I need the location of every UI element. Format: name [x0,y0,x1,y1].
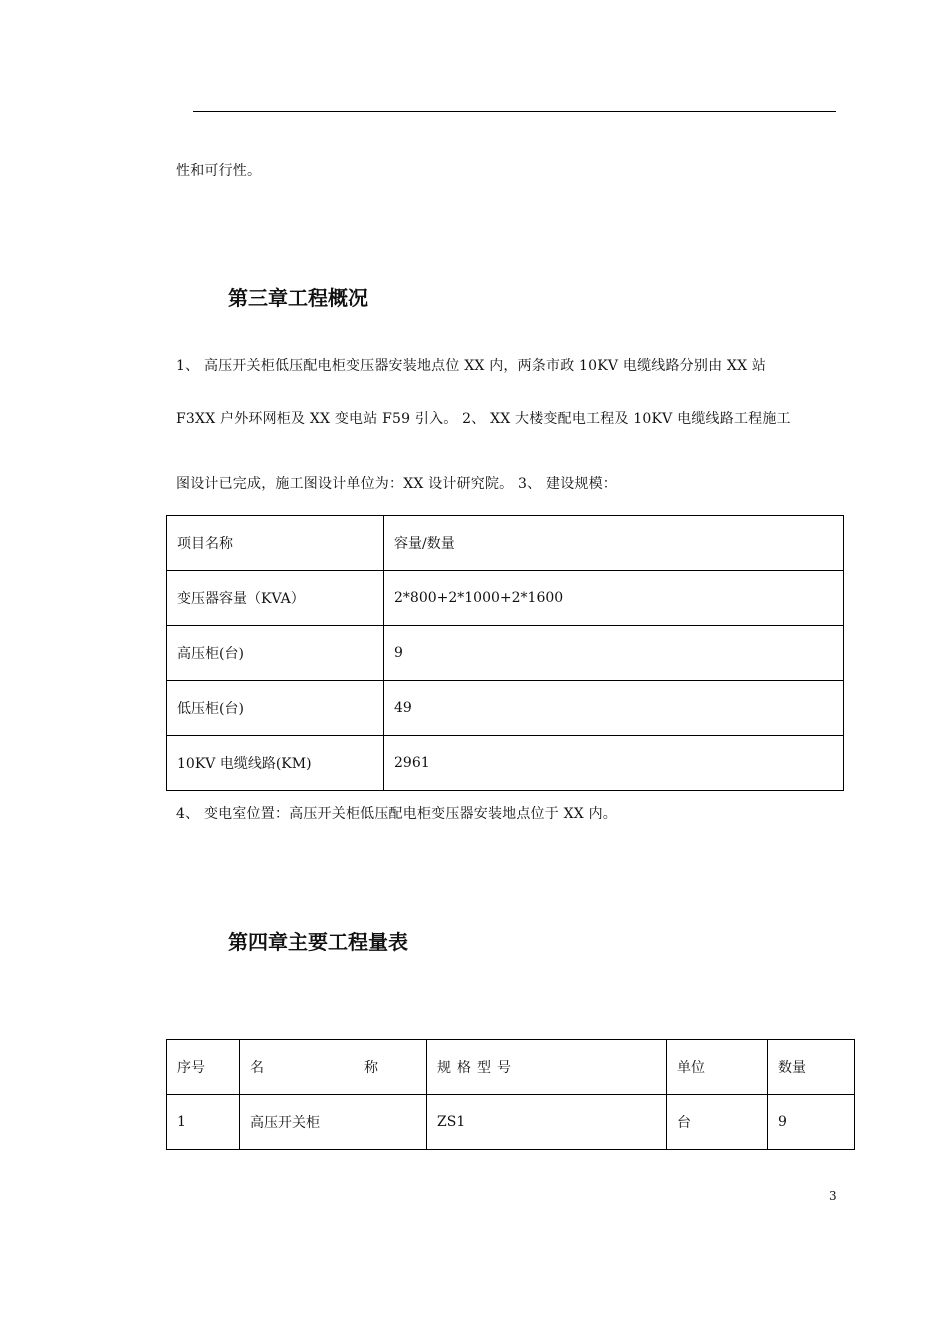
table-row [167,626,844,681]
header-cell-qty: 数量 [768,1040,855,1095]
page-number: 3 [829,1189,837,1203]
chapter-4-title: 第四章主要工程量表 [228,930,408,954]
table-header-row [167,1040,855,1095]
header-cell-capacity: 容量/数量 [384,516,844,571]
table-cell: 9 [384,626,844,681]
table-row [167,1095,855,1150]
table-cell: 台 [667,1095,768,1150]
table-cell: ZS1 [427,1095,667,1150]
continuation-text: 性和可行性。 [176,163,262,179]
table-cell: 变压器容量（KVA） [167,571,384,626]
table-cell: 高压柜(台) [167,626,384,681]
chapter-3-paragraph-line-3: 图设计已完成，施工图设计单位为：XX 设计研究院。 3、 建设规模： [176,476,617,492]
header-cell-name [240,1040,427,1095]
header-name-part-2: 称 [364,1060,378,1076]
table-cell: 高压开关柜 [240,1095,427,1150]
table-cell: 2*800+2*1000+2*1600 [384,571,844,626]
chapter-3-paragraph-line-2: F3XX 户外环网柜及 XX 变电站 F59 引入。 2、 XX 大楼变配电工程及 10KV 电缆线路工程施工 [176,411,791,427]
construction-scale-table [166,515,844,791]
header-cell-unit: 单位 [667,1040,768,1095]
table-row [167,736,844,791]
header-rule [193,111,836,112]
chapter-3-item-4: 4、 变电室位置：高压开关柜低压配电柜变压器安装地点位于 XX 内。 [176,806,617,822]
table-cell: 低压柜(台) [167,681,384,736]
table-row [167,571,844,626]
header-cell-seq: 序号 [167,1040,240,1095]
table-cell: 1 [167,1095,240,1150]
table-cell: 9 [768,1095,855,1150]
chapter-3-title: 第三章工程概况 [228,286,368,310]
quantity-table [166,1039,855,1150]
chapter-3-paragraph-line-1: 1、 高压开关柜低压配电柜变压器安装地点位 XX 内，两条市政 10KV 电缆线路分别由 XX 站 [176,358,767,374]
header-name-part-1: 名 [250,1060,264,1076]
table-cell: 2961 [384,736,844,791]
table-header-row [167,516,844,571]
table-cell: 49 [384,681,844,736]
header-cell-spec: 规格型号 [427,1040,667,1095]
header-cell-item-name: 项目名称 [167,516,384,571]
table-row [167,681,844,736]
table-cell: 10KV 电缆线路(KM) [167,736,384,791]
